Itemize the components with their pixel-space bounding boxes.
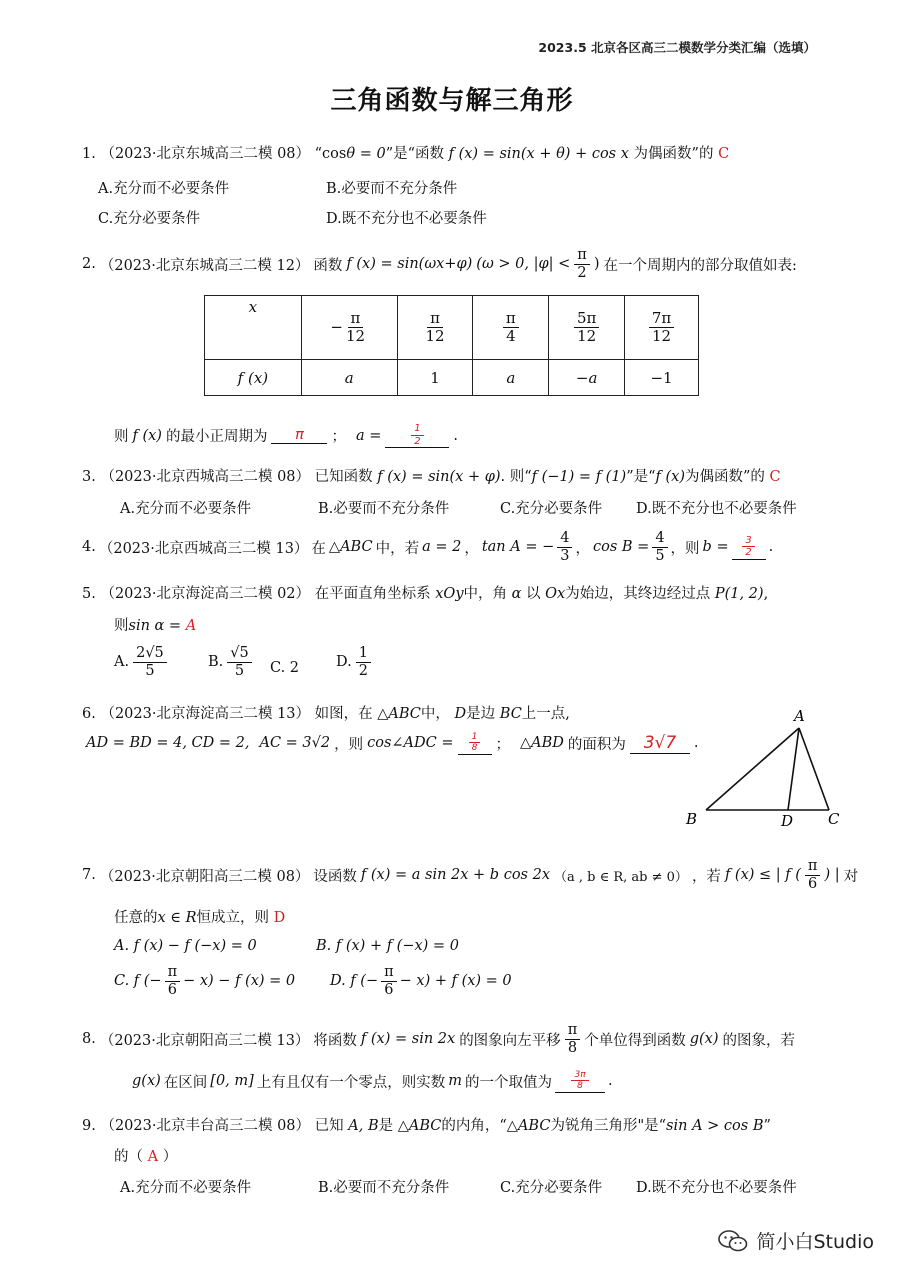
q2-tail-c: 的最小正周期为 [165, 429, 268, 445]
q8-stem-d: 个单位得到函数 [584, 1032, 686, 1049]
q2-tail-f: . [453, 427, 458, 444]
q2-stem-a: 函数 [313, 257, 343, 274]
q3-stem-d: f (−1) = f (1) [531, 469, 627, 485]
q2-stem-b: f (x) = sin(ωx+φ) [346, 256, 473, 273]
q6-source: （2023·北京海淀高三二模 13） [100, 706, 311, 722]
q2-tail-e: a = [355, 427, 382, 444]
q9-stem-f: △ABC [506, 1118, 551, 1134]
q7-number: 7. [82, 867, 96, 884]
q3-stem-e: ”是“ [626, 469, 656, 485]
q8-stem-e: g(x) [689, 1031, 719, 1048]
q2-tail [114, 423, 458, 448]
q6-stem-g: 上一点, [521, 706, 570, 722]
table-cell: $\frac{\pi}{4}$ [473, 296, 549, 360]
q6-stem-c: 中， [420, 706, 450, 722]
table-row-x [205, 296, 699, 360]
q3-number: 3. [82, 469, 96, 485]
q4-number: 4. [82, 539, 96, 556]
q2-answer-period: π [271, 427, 327, 444]
label-a: A [794, 707, 805, 725]
question-2 [82, 247, 797, 281]
q3-stem-g: 为偶函数”的 [685, 469, 765, 485]
q4-source: （2023·北京西城高三二模 13） [98, 540, 309, 557]
q3-answer: C [769, 469, 781, 485]
table-cell: $\frac{\pi}{12}$ [397, 296, 473, 360]
q3-source: （2023·北京西城高三二模 08） [100, 469, 311, 485]
q9-stem-a: 已知 [314, 1118, 344, 1134]
q6-answer-cos: $\frac{1}{8}$ [458, 732, 492, 755]
q4-stem-d: a = 2 [422, 539, 462, 556]
q7-stem-c: （a , b ∈ R, ab ≠ 0） [554, 869, 688, 885]
q6-stem-b: △ABC [377, 706, 421, 722]
page-title: 三角函数与解三角形 [330, 86, 574, 116]
q9-source: （2023·北京丰台高三二模 08） [100, 1118, 311, 1134]
q9-stem-h: sin A > cos B [666, 1118, 764, 1134]
q3-option-c: C.充分必要条件 [500, 501, 603, 517]
q8-line2 [132, 1070, 613, 1093]
q8-stem-a: 将函数 [313, 1032, 357, 1049]
q4-stem-f: tan A = − [481, 539, 555, 556]
q7-stem-g: 对 [843, 868, 859, 885]
q6-number: 6. [82, 706, 96, 722]
segment-ad [788, 728, 799, 810]
q4-frac-cos: $\frac{4}{5}$ [652, 530, 667, 564]
q3-stem-a: 已知函数 [314, 469, 373, 485]
q7-stem-f: ) | [824, 867, 840, 884]
table-label-f: f (x) [205, 360, 302, 396]
question-5 [82, 582, 768, 603]
label-d: D [781, 812, 794, 830]
q5-line2-b: sin α = [128, 618, 182, 634]
q9-line2-b: ） [162, 1149, 178, 1165]
q7-stem-e: f (x) ≤ | f ( [724, 867, 801, 884]
q3-stem-b: f (x) = sin(x + φ) [377, 469, 501, 485]
q4-stem-c: 中，若 [375, 540, 420, 557]
page-header: 2023.5 北京各区高三二模数学分类汇编（选填） [538, 40, 816, 55]
q6-line2-b: AC = 3√2 [259, 735, 331, 752]
q7-stem-b: f (x) = a sin 2x + b cos 2x [360, 867, 551, 884]
q6-stem-d: D [454, 706, 467, 722]
q8-line2-e: m [448, 1073, 463, 1090]
table-cell: −1 [625, 360, 699, 396]
q9-stem-d: △ABC [397, 1118, 442, 1134]
question-9 [82, 1114, 771, 1135]
q9-line2-a: 的（ [114, 1149, 143, 1165]
q2-answer-a: $\frac{1}{2}$ [385, 423, 449, 448]
q6-line2-d: cos∠ADC = [367, 735, 454, 752]
q5-line2-a: 则 [114, 618, 129, 634]
q3-stem-c: . 则“ [500, 469, 532, 485]
table-cell: $\frac{5\pi}{12}$ [549, 296, 625, 360]
q6-line2-c: ，则 [334, 736, 364, 753]
q5-stem-a: 在平面直角坐标系 [314, 586, 431, 602]
question-3 [82, 465, 781, 486]
q9-option-a: A.充分而不必要条件 [120, 1180, 252, 1196]
q1-stem-a: “cos [314, 146, 347, 162]
q5-stem-d: α [511, 586, 522, 602]
q4-stem-a: 在 [311, 540, 326, 557]
q8-number: 8. [82, 1031, 96, 1048]
q5-stem-i: , [763, 586, 769, 602]
q8-stem-f: 的图象，若 [722, 1032, 795, 1049]
q7-option-a: A. f (x) − f (−x) = 0 [114, 938, 257, 954]
q4-stem-h: cos B = [592, 539, 650, 556]
q2-number: 2. [82, 256, 96, 273]
wechat-icon [718, 1229, 748, 1253]
q9-stem-c: 是 [378, 1118, 394, 1134]
q7-line2 [114, 906, 285, 927]
triangle-figure [670, 700, 860, 840]
q3-stem-f: f (x) [655, 469, 686, 485]
q2-tail-b: f (x) [132, 427, 162, 444]
question-7 [82, 858, 858, 892]
q7-answer: D [273, 910, 286, 926]
q7-line2-b: x ∈ R [157, 910, 197, 926]
q5-stem-f: Ox [545, 586, 566, 602]
table-cell: −a [549, 360, 625, 396]
q8-line2-g: . [608, 1073, 613, 1090]
table-row-f [205, 360, 699, 396]
q9-stem-i: ” [763, 1118, 771, 1134]
table-cell: a [301, 360, 397, 396]
q6-stem-a: 如图，在 [314, 706, 373, 722]
q8-answer: $\frac{3\pi}{8}$ [555, 1070, 605, 1093]
q5-option-c: C. 2 [270, 660, 300, 676]
q6-line2-g: 的面积为 [567, 736, 626, 753]
side-ab [706, 728, 799, 810]
q6-answer-area: 3√7 [630, 733, 690, 754]
watermark-text: 简小白Studio [756, 1231, 874, 1253]
q1-stem-c: ”是“函数 [385, 146, 445, 162]
q9-stem-g: 为锐角三角形"是“ [550, 1118, 667, 1134]
q7-stem-a: 设函数 [313, 868, 357, 885]
q4-stem-j: b = [702, 539, 729, 556]
q7-stem-d: ，若 [691, 868, 721, 885]
q5-option-d: D. $\frac{1}{2}$ [336, 645, 371, 679]
q9-option-b: B.必要而不充分条件 [318, 1180, 450, 1196]
q2-stem-c: (ω > 0, |φ| < [476, 256, 571, 273]
table-cell: $\frac{7\pi}{12}$ [625, 296, 699, 360]
question-6 [82, 702, 570, 723]
q7-option-c: C. f (− $\frac{\pi}{6}$ − x) − f (x) = 0 [114, 964, 296, 998]
q4-tail: . [768, 539, 774, 556]
q1-stem-d: f (x) = sin(x + θ) + cos x [448, 146, 629, 162]
q8-line2-a: g(x) [132, 1073, 161, 1090]
q9-stem-e: 的内角，“ [441, 1118, 507, 1134]
q4-frac-tan: $\frac{4}{3}$ [557, 530, 572, 564]
q7-source: （2023·北京朝阳高三二模 08） [99, 868, 310, 885]
q3-option-d: D.既不充分也不必要条件 [636, 501, 797, 517]
q6-line2-f: △ABD [520, 735, 564, 752]
q1-option-a: A.充分而不必要条件 [98, 181, 230, 197]
label-b: B [686, 810, 698, 828]
q8-line2-c: [0, m] [210, 1073, 254, 1090]
q3-option-a: A.充分而不必要条件 [120, 501, 252, 517]
table-cell: a [473, 360, 549, 396]
q6-line2 [86, 732, 699, 755]
q5-option-a: A. $\frac{2√5}{5}$ [114, 645, 167, 679]
q5-stem-g: 为始边，其终边经过点 [565, 586, 711, 602]
q9-option-d: D.既不充分也不必要条件 [636, 1180, 797, 1196]
table-label-x: x [205, 296, 302, 360]
q1-option-d: D.既不充分也不必要条件 [326, 211, 487, 227]
q8-line2-b: 在区间 [163, 1074, 208, 1091]
q9-line2 [114, 1145, 177, 1166]
q7-frac: $\frac{\pi}{6}$ [805, 858, 821, 892]
q7-line2-a: 任意的 [114, 910, 158, 926]
q3-option-b: B.必要而不充分条件 [318, 501, 450, 517]
q5-stem-h: P(1, 2) [714, 586, 764, 602]
q4-stem-e: ， [464, 540, 479, 557]
q1-stem-e: 为偶函数”的 [633, 146, 714, 162]
q2-stem-d: ) [593, 256, 600, 273]
q6-stem-f: BC [499, 706, 522, 722]
q5-answer: A [185, 618, 197, 634]
q1-option-b: B.必要而不充分条件 [326, 181, 458, 197]
q4-answer: $\frac{3}{2}$ [732, 535, 766, 560]
q9-answer: A [147, 1149, 159, 1165]
q4-stem-i: ，则 [670, 540, 700, 557]
q5-stem-e: 以 [526, 586, 541, 602]
side-ac [799, 728, 829, 810]
q2-pi-half: $\frac{\pi}{2}$ [574, 247, 590, 281]
q8-line2-f: 的一个取值为 [465, 1074, 553, 1091]
q2-stem-e: 在一个周期内的部分取值如表: [603, 257, 797, 274]
q8-source: （2023·北京朝阳高三二模 13） [99, 1032, 310, 1049]
q5-stem-b: xOy [435, 586, 464, 602]
q4-stem-g: ， [575, 540, 590, 557]
label-c: C [828, 810, 840, 828]
q6-line2-a: AD = BD = 4, CD = 2, [86, 735, 250, 752]
q1-number: 1. [82, 146, 96, 162]
q2-source: （2023·北京东城高三二模 12） [99, 257, 310, 274]
q9-stem-b: A, B [348, 1118, 379, 1134]
q6-line2-h: . [693, 735, 699, 752]
q1-source: （2023·北京东城高三二模 08） [100, 146, 311, 162]
table-cell: 1 [397, 360, 473, 396]
q5-stem-c: 中，角 [463, 586, 508, 602]
q8-stem-c: 的图象向左平移 [459, 1032, 561, 1049]
q9-number: 9. [82, 1118, 96, 1134]
q5-number: 5. [82, 586, 96, 602]
question-1 [82, 142, 729, 163]
q8-stem-b: f (x) = sin 2x [360, 1031, 456, 1048]
q6-line2-e: ； [495, 736, 511, 753]
q8-line2-d: 上有且仅有一个零点，则实数 [256, 1074, 446, 1091]
q2-tail-d: ； [331, 429, 346, 445]
q5-line2 [114, 614, 196, 635]
q5-option-b: B. $\frac{√5}{5}$ [208, 645, 252, 679]
question-4 [82, 530, 773, 564]
table-cell: − $\frac{\pi}{12}$ [301, 296, 397, 360]
q1-option-c: C.充分必要条件 [98, 211, 201, 227]
q7-option-b: B. f (x) + f (−x) = 0 [316, 938, 459, 954]
q2-tail-a: 则 [114, 429, 129, 445]
question-8 [82, 1022, 795, 1056]
q9-option-c: C.充分必要条件 [500, 1180, 603, 1196]
q7-option-d: D. f (− $\frac{\pi}{6}$ − x) + f (x) = 0 [330, 964, 512, 998]
q1-answer: C [718, 146, 730, 162]
q4-stem-b: △ABC [328, 539, 373, 556]
q8-frac: $\frac{\pi}{8}$ [565, 1022, 581, 1056]
q6-stem-e: 是边 [466, 706, 496, 722]
watermark [718, 1227, 874, 1254]
q5-source: （2023·北京海淀高三二模 02） [100, 586, 311, 602]
q1-stem-b: θ = 0 [346, 146, 386, 162]
q7-line2-c: 恒成立，则 [196, 910, 270, 926]
value-table [204, 295, 699, 396]
